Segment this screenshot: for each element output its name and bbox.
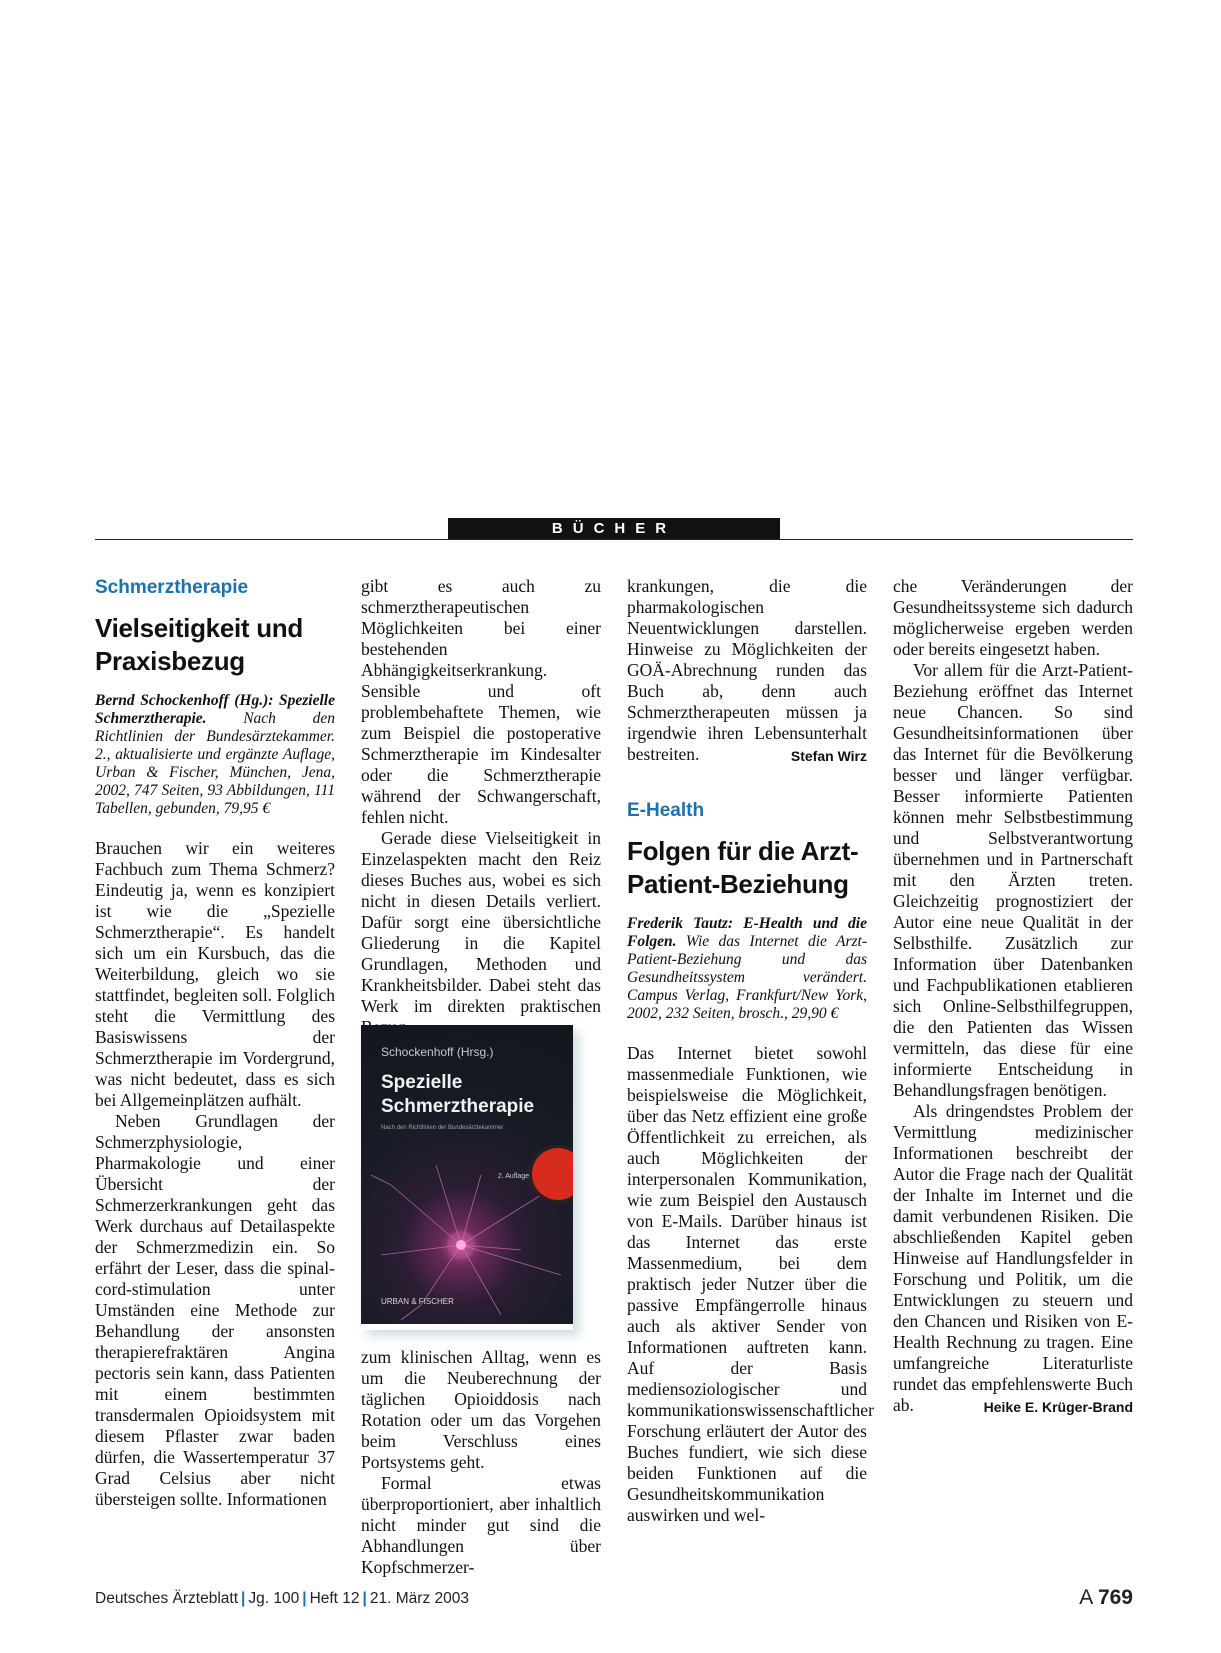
article-1-paragraph-7: krankungen, die die pharmakologischen Neuentwicklungen darstellen. Hinweise zu Möglichkeiten der GOÄ-Abrechnung runden das Buch ab, denn auch Schmerztherapeuten müssen ja irgendwie ihren Lebensunterhalt bestreiten. Stefan Wirz [627, 576, 867, 765]
article-2-headline: Folgen für die Arzt-Patient-Beziehung [627, 836, 859, 899]
column-4 [893, 576, 1133, 1418]
column-2-lower [361, 1347, 601, 1578]
cover-subtitle: Nach den Richtlinien der Bundesärztekammer [381, 1125, 504, 1131]
cover-publisher: URBAN & FISCHER [381, 1297, 454, 1306]
article-1-headline: Vielseitigkeit und Praxisbezug [95, 613, 303, 676]
header-rule [95, 539, 1133, 540]
article-2-author: Heike E. Krüger-Brand [983, 1399, 1133, 1415]
article-1-biblio-details: Nach den Richtlinien der Bundesärztekammer. 2., aktualisierte und ergänzte Auflage, Urban & Fischer, München, Jena, 2002, 747 Seiten, 93 Abbildungen, 111 Tabellen, gebunden, 79,95 € [95, 710, 335, 817]
article-1-author: Stefan Wirz [790, 748, 867, 764]
column-3 [627, 576, 874, 1526]
page-number: A 769 [1079, 1586, 1133, 1609]
article-1-paragraph-2: Neben Grundlagen der Schmerzphysiologie, Pharmakologie und einer Übersicht der Schmerzerkrankungen geht das Werk durchaus auf Detailaspekte der Schmerzmedizin ein. So erfährt der Leser, dass die spinal-cord-stimulation unter Umständen eine Methode zur Behandlung der ansonsten therapierefraktären Angina pectoris sein kann, dass Patienten mit einem bestimmten transdermalen Opioidsystem mit diesem Pflaster zwar baden dürfen, die Wassertemperatur 37 Grad Celsius aber nicht übersteigen sollte. Informationen [95, 1111, 335, 1509]
article-2-biblio-details: Wie das Internet die Arzt-Patient-Beziehung und das Gesundheitssystem verändert. Campus Verlag, Frankfurt/New York, 2002, 232 Seiten, brosch., 29,90 € [627, 933, 867, 1022]
article-2-biblio-title: Frederik Tautz: E-Health und die Folgen. [627, 915, 867, 950]
article-1-bibliography [95, 692, 335, 818]
cover-title [381, 1071, 534, 1119]
cover-editor: Schockenhoff (Hrsg.) [381, 1045, 494, 1059]
article-1-biblio-title: Bernd Schockenhoff (Hg.): Spezielle Schmerztherapie. [95, 692, 335, 727]
article-2-paragraph-1: Das Internet bietet sowohl massenmediale Funktionen, wie beispielsweise die Möglichkeit, über das Netz effizient eine große Öffentlichkeit zu erreichen, als auch Möglichkeiten der interpersonalen Kommunikation, wie zum Beispiel den Austausch von E-Mails. Darüber hinaus ist das Internet das erste Massenmedium, bei dem praktisch jeder Nutzer über die passive Empfängerrolle hinaus auch als aktiver Sender von Informationen auftreten kann. Auf der Basis mediensoziologischer und kommunikationswissenschaftlicher Forschung erläutert der Autor des Buches fundiert, wie sich diese beiden Funktionen auf die Gesundheitskommunikation auswirken und wel- [627, 1043, 874, 1525]
article-1-paragraph-5: zum klinischen Alltag, wenn es um die Neuberechnung der täglichen Opioiddosis nach Rotation oder um das Vorgehen beim Verschluss eines Portsystems geht. [361, 1347, 601, 1472]
footer-issue: Heft 12 [309, 1590, 360, 1607]
cover-edition: 2. Auflage [497, 1173, 529, 1180]
article-1-paragraph-3: gibt es auch zu schmerztherapeutischen Möglichkeiten bei einer bestehenden Abhängigkeitserkrankung. Sensible und oft problembehaftete Themen, wie zum Beispiel die postoperative Schmerztherapie im Kindesalter oder die Schmerztherapie während der Schwangerschaft, fehlen nicht. [361, 576, 601, 827]
article-1-paragraph-4: Gerade diese Vielseitigkeit in Einzelaspekten macht den Reiz dieses Buches aus, wobei es sich nicht in diesen Details verliert. Dafür sorgt eine übersichtliche Gliederung in die Kapitel Grundlagen, Methoden und Krankheitsbilder. Dabei steht das Werk im direkten praktischen [361, 828, 601, 1016]
article-1-kicker: Schmerztherapie [95, 577, 249, 598]
section-header: BÜCHER [448, 518, 780, 539]
column-1 [95, 576, 335, 1510]
article-2-paragraph-3: Vor allem für die Arzt-Patient-Beziehung eröffnet das Internet neue Chancen. So sind Gesundheitsinformationen über das Internet für die Bevölkerung besser und länger verfügbar. Besser informierte Patienten können mehr Selbstbestimmung und Selbstverantwortung übernehmen und in Partnerschaft mit den Ärzten treten. Gleichzeitig prognostiziert der Autor eine neue Qualität in der Selbsthilfe. Zusätzlich zur Information über Datenbanken und Fachpublikationen etablieren sich Online-Selbsthilfegruppen, die den Patienten das Wissen vermitteln, das diese für eine informierte Entscheidung in Behandlungsfragen benötigen. [893, 660, 1133, 1100]
article-2-bibliography [627, 915, 867, 1023]
article-2-paragraph-2: che Veränderungen der Gesundheitssysteme sich dadurch möglicherweise ergeben werden oder bereits eingesetzt haben. [893, 576, 1133, 659]
book-cover-image [361, 1025, 573, 1330]
cover-title-line-2: Schmerztherapie [381, 1096, 535, 1117]
footer-date: 21. März 2003 [369, 1590, 469, 1607]
footer-journal: Deutsches Ärzteblatt [95, 1590, 239, 1607]
article-1-paragraph-6: Formal etwas überproportioniert, aber inhaltlich nicht minder gut sind die Abhandlungen über Kopfschmerzer- [361, 1473, 601, 1577]
footer-volume: Jg. 100 [248, 1590, 300, 1607]
article-2-kicker: E-Health [627, 800, 705, 821]
column-2 [361, 576, 601, 1038]
page-footer: Deutsches Ärzteblatt | Jg. 100 | Heft 12 | 21. März 2003 A 769 [95, 1586, 1133, 1609]
article-1-paragraph-1: Brauchen wir ein weiteres Fachbuch zum Thema Schmerz? Eindeutig ja, wenn es konzipiert ist wie die „Spezielle Schmerztherapie“. Es handelt sich um ein Kursbuch, das die Weiterbildung, gleich wo sie stattfindet, begleiten soll. Folglich steht die Vermittlung des Basiswissens der Schmerztherapie im Vordergrund, was nicht bedeutet, dass es sich bei Allgemeinplätzen aufhält. [95, 838, 335, 1110]
cover-title-line-1: Spezielle [381, 1072, 463, 1093]
article-2-paragraph-4: Als dringendstes Problem der Vermittlung medizinischer Informationen beschreibt der Autor die Frage nach der Qualität der Inhalte im Internet und die damit verbundenen Risiken. Die abschließenden Kapitel geben Hinweise auf Handlungsfelder in Forschung und Politik, um die Entwicklungen zu steuern und den Chancen und Risiken von E-Health Rechnung zu tragen. Eine umfangreiche Literaturliste rundet das empfehlenswerte Buch ab. Heike E. Krüger-Brand [893, 1101, 1133, 1416]
